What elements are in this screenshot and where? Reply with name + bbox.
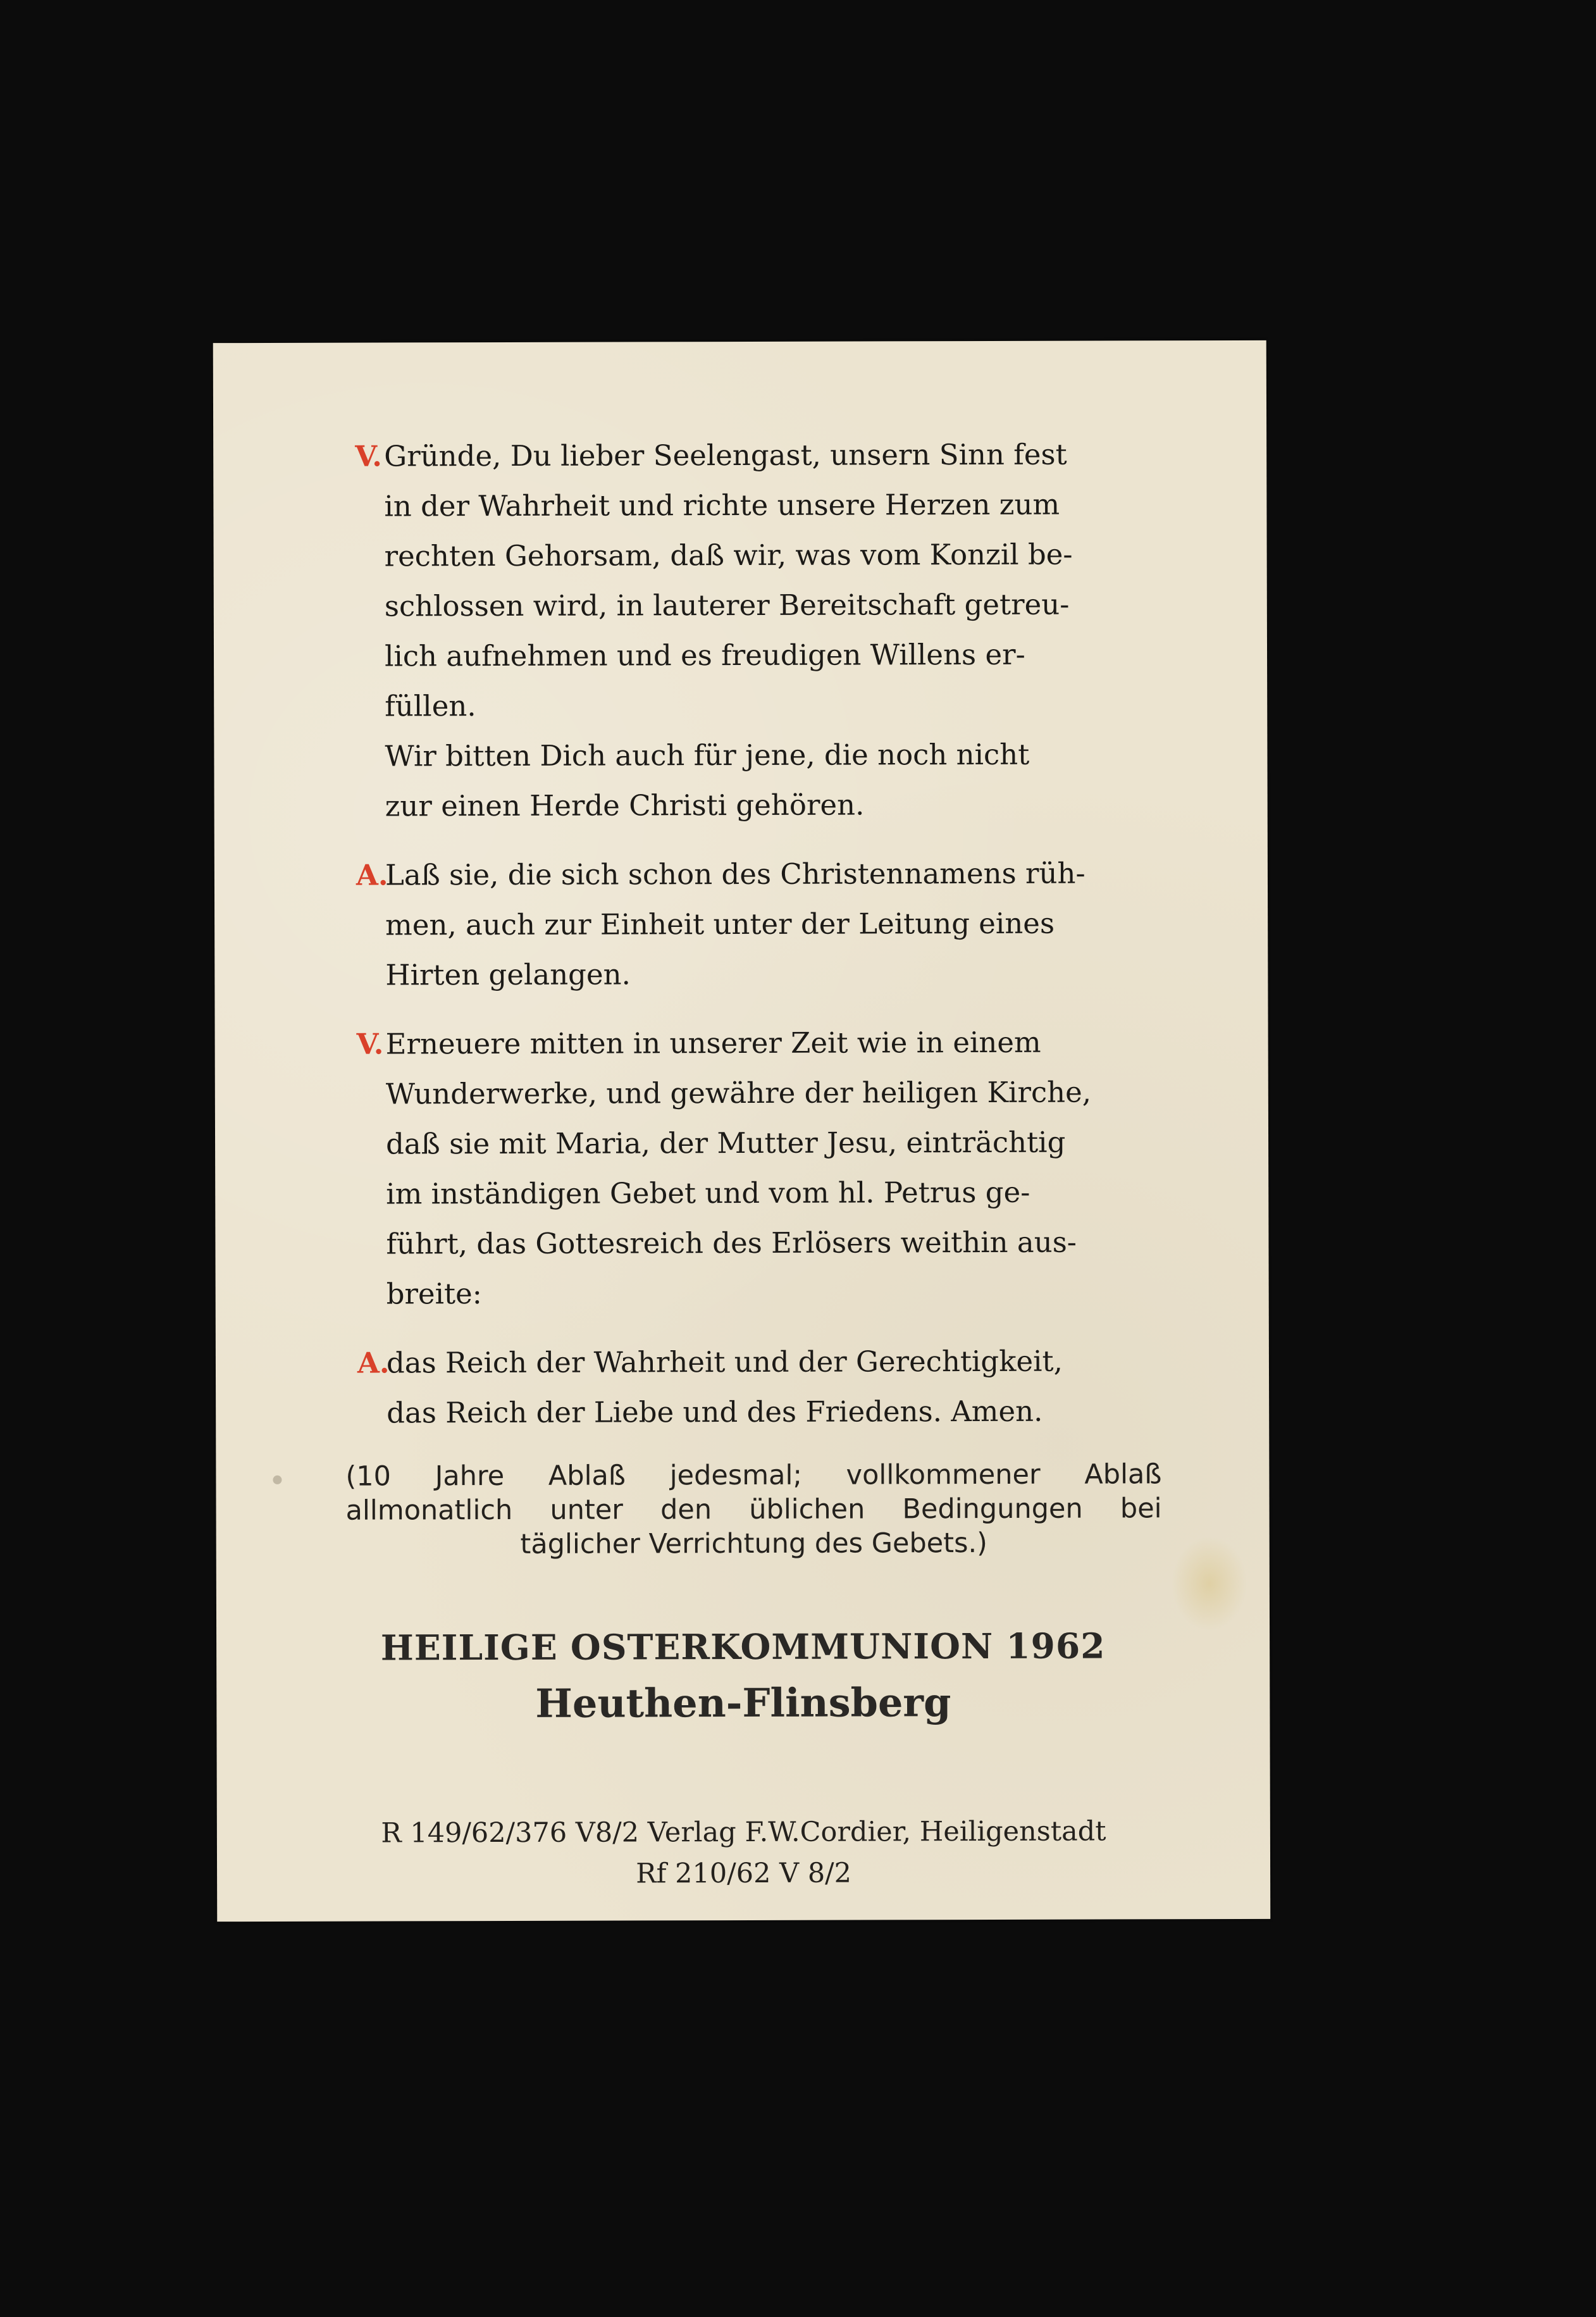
- response-marker: A.: [357, 1346, 390, 1380]
- prayer-line: Hirten gelangen.: [385, 957, 631, 992]
- card-place: Heuthen-Flinsberg: [535, 1679, 951, 1727]
- paper-stain: [1172, 1536, 1247, 1631]
- prayer-line: breite:: [386, 1277, 482, 1311]
- prayer-line: im inständigen Gebet und vom hl. Petrus ge-: [386, 1175, 1030, 1211]
- prayer-line: Laß sie, die sich schon des Christennamens rüh-: [385, 856, 1086, 892]
- prayer-line: Gründe, Du lieber Seelengast, unsern Sinn fest: [384, 437, 1067, 473]
- prayer-line: rechten Gehorsam, daß wir, was vom Konzil be-: [384, 537, 1073, 573]
- prayer-line: schlossen wird, in lauterer Bereitschaft getreu-: [384, 587, 1070, 623]
- prayer-line: men, auch zur Einheit unter der Leitung eines: [385, 906, 1055, 942]
- note-line: allmonatlich unter den üblichen Bedingungen bei: [345, 1493, 1162, 1527]
- prayer-line: zur einen Herde Christi gehören.: [385, 788, 865, 823]
- prayer-line: führt, das Gottesreich des Erlösers weithin aus-: [386, 1225, 1077, 1261]
- note-line: täglicher Verrichtung des Gebets.): [520, 1527, 988, 1560]
- paper-speck: [273, 1475, 281, 1484]
- card-title: HEILIGE OSTERKOMMUNION 1962: [380, 1625, 1106, 1668]
- prayer-line: das Reich der Wahrheit und der Gerechtigkeit,: [386, 1344, 1063, 1380]
- indulgence-note: [345, 1457, 1161, 1562]
- prayer-paragraph-3: [356, 1017, 1158, 1319]
- publisher-imprint: R 149/62/376 V8/2 Verlag F.W.Cordier, Heiligenstadt: [381, 1815, 1106, 1849]
- prayer-text: [355, 429, 1158, 1438]
- prayer-paragraph-4: [357, 1336, 1158, 1438]
- prayer-line: Wir bitten Dich auch für jene, die noch nicht: [385, 737, 1030, 773]
- prayer-line: lich aufnehmen und es freudigen Willens er-: [384, 637, 1025, 673]
- prayer-card: [213, 340, 1271, 1922]
- prayer-line: das Reich der Liebe und des Friedens. Amen.: [387, 1394, 1043, 1430]
- prayer-paragraph-1: [355, 429, 1157, 831]
- response-marker: A.: [356, 858, 388, 892]
- prayer-line: Wunderwerke, und gewähre der heiligen Kirche,: [385, 1075, 1092, 1111]
- prayer-paragraph-2: [356, 848, 1158, 1000]
- prayer-line: füllen.: [385, 689, 476, 723]
- prayer-line: Erneuere mitten in unserer Zeit wie in einem: [385, 1025, 1041, 1061]
- versicle-marker: V.: [355, 439, 382, 473]
- versicle-marker: V.: [356, 1027, 384, 1061]
- prayer-line: in der Wahrheit und richte unsere Herzen zum: [384, 487, 1060, 523]
- license-number: Rf 210/62 V 8/2: [636, 1857, 852, 1890]
- note-line: (10 Jahre Ablaß jedesmal; vollkommener Ablaß: [345, 1458, 1162, 1493]
- prayer-line: daß sie mit Maria, der Mutter Jesu, einträchtig: [385, 1125, 1066, 1161]
